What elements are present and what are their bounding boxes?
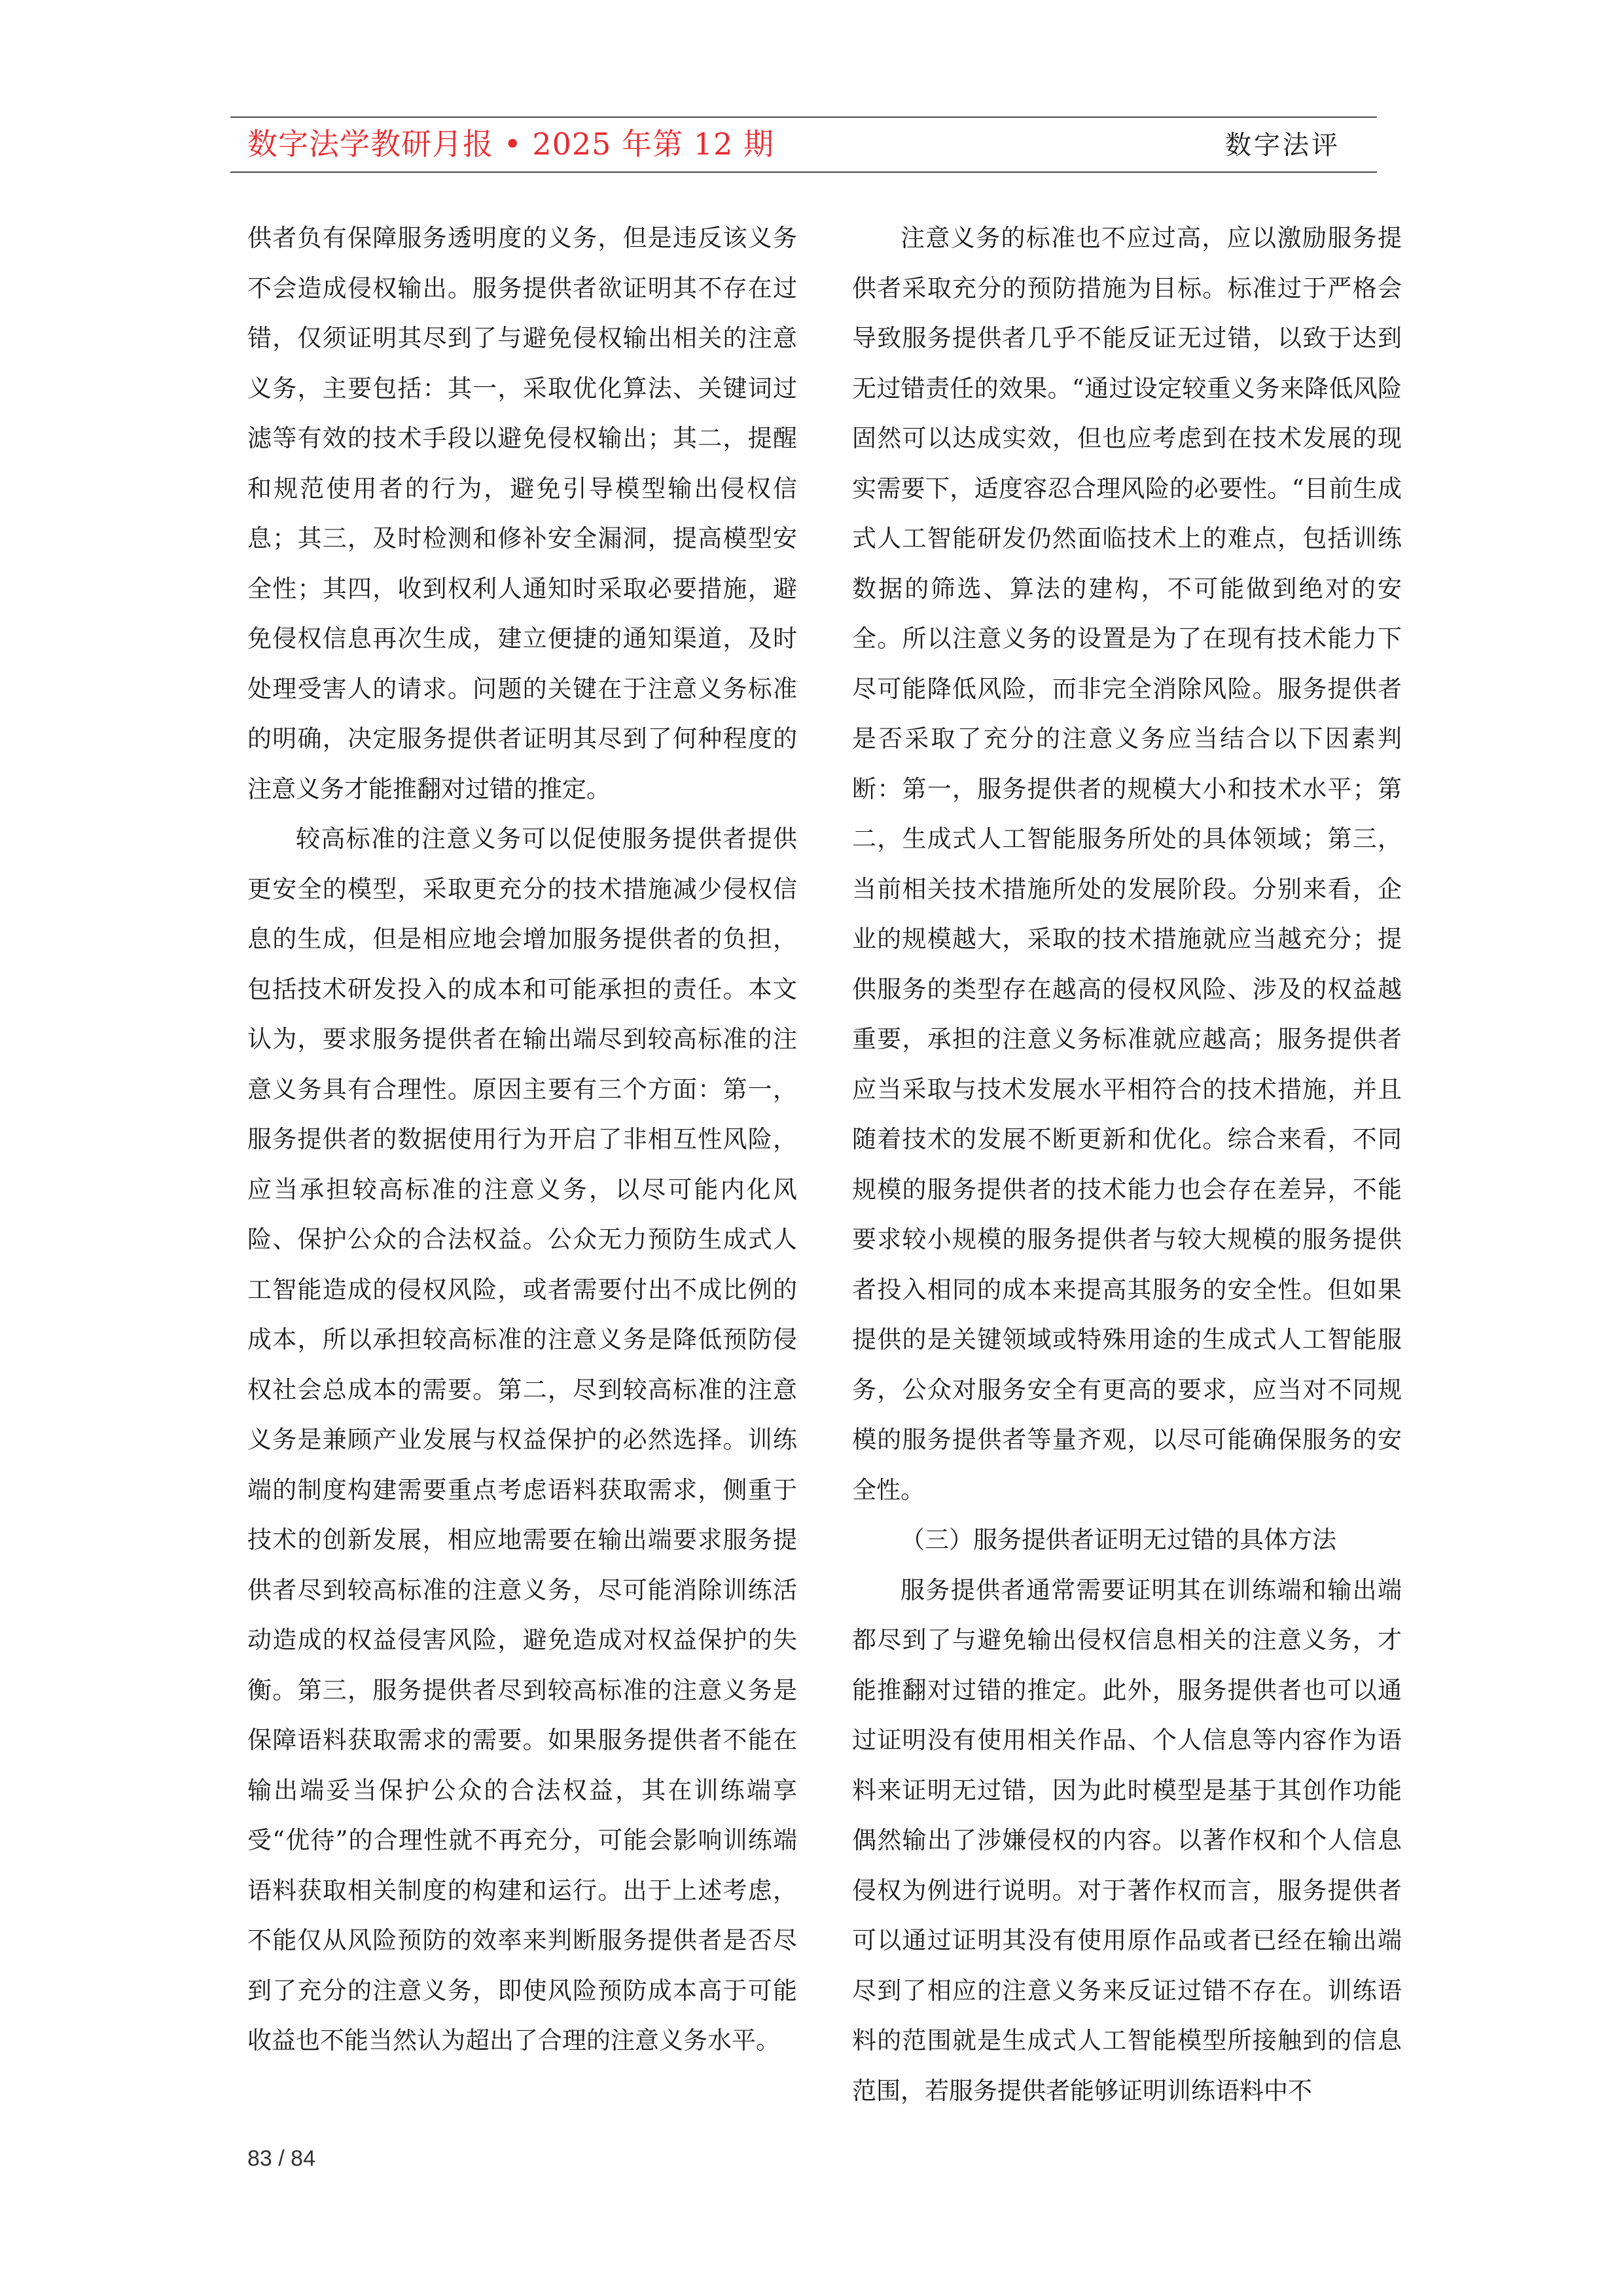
paragraph: 服务提供者通常需要证明其在训练端和输出端都尽到了与避免输出侵权信息相关的注意义务，才能推翻对过错的推定。此外，服务提供者也可以通过证明没有使用相关作品、个人信息等内容作为语料来证明无过错，因为此时模型是基于其创作功能偶然输出了涉嫌侵权的内容。以著作权和个人信息侵权为例进行说明。对于著作权而言，服务提供者可以通过证明其没有使用原作品或者已经在输出端尽到了相应的注意义务来反证过错不存在。训练语料的范围就是生成式人工智能模型所接触到的信息范围，若服务提供者能够证明训练语料中不 — [852, 1575, 1402, 2105]
paragraph: 注意义务的标准也不应过高，应以激励服务提供者采取充分的预防措施为目标。标准过于严格会导致服务提供者几乎不能反证无过错，以致于达到无过错责任的效果。“通过设定较重义务来降低风险固然可以达成实效，但也应考虑到在技术发展的现实需要下，适度容忍合理风险的必要性。“目前生成式人工智能研发仍然面临技术上的难点，包括训练数据的筛选、算法的建构，不可能做到绝对的安全。所以注意义务的设置是为了在现有技术能力下尽可能降低风险，而非完全消除风险。服务提供者是否采取了充分的注意义务应当结合以下因素判断：第一，服务提供者的规模大小和技术水平；第二，生成式人工智能服务所处的具体领域；第三，当前相关技术措施所处的发展阶段。分别来看，企业的规模越大，采取的技术措施就应当越充分；提供服务的类型存在越高的侵权风险、涉及的权益越重要，承担的注意义务标准就应越高；服务提供者应当采取与技术发展水平相符合的技术措施，并且随着技术的发展不断更新和优化。综合来看，不同规模的服务提供者的技术能力也会存在差异，不能要求较小规模的服务提供者与较大规模的服务提供者投入相同的成本来提高其服务的安全性。但如果提供的是关键领域或特殊用途的生成式人工智能服务，公众对服务安全有更高的要求，应当对不同规模的服务提供者等量齐观，以尽可能确保服务的安全性。 — [852, 224, 1402, 1504]
header-top-rule — [230, 117, 1377, 118]
header-bottom-rule — [230, 171, 1377, 173]
section-label: 数字法评 — [1225, 130, 1340, 160]
paragraph: 较高标准的注意义务可以促使服务提供者提供更安全的模型，采取更充分的技术措施减少侵权信息的生成，但是相应地会增加服务提供者的负担，包括技术研发投入的成本和可能承担的责任。本文认为，要求服务提供者在输出端尽到较高标准的注意义务具有合理性。原因主要有三个方面：第一，服务提供者的数据使用行为开启了非相互性风险，应当承担较高标准的注意义务，以尽可能内化风险、保护公众的合法权益。公众无力预防生成式人工智能造成的侵权风险，或者需要付出不成比例的成本，所以承担较高标准的注意义务是降低预防侵权社会总成本的需要。第二，尽到较高标准的注意义务是兼顾产业发展与权益保护的必然选择。训练端的制度构建需要重点考虑语料获取需求，侧重于技术的创新发展，相应地需要在输出端要求服务提供者尽到较高标准的注意义务，尽可能消除训练活动造成的权益侵害风险，避免造成对权益保护的失衡。第三，服务提供者尽到较高标准的注意义务是保障语料获取需求的需要。如果服务提供者不能在输出端妥当保护公众的合法权益，其在训练端享受“优待”的合理性就不再充分，可能会影响训练端语料获取相关制度的构建和运行。出于上述考虑，不能仅从风险预防的效率来判断服务提供者是否尽到了充分的注意义务，即使风险预防成本高于可能收益也不能当然认为超出了合理的注意义务水平。 — [247, 825, 797, 2054]
right-column — [852, 213, 1402, 2116]
journal-title: 数字法学教研月报 • 2025 年第 12 期 — [247, 126, 774, 162]
paragraph: 供者负有保障服务透明度的义务，但是违反该义务不会造成侵权输出。服务提供者欲证明其不存在过错，仅须证明其尽到了与避免侵权输出相关的注意义务，主要包括：其一，采取优化算法、关键词过滤等有效的技术手段以避免侵权输出；其二，提醒和规范使用者的行为，避免引导模型输出侵权信息；其三，及时检测和修补安全漏洞，提高模型安全性；其四，收到权利人通知时采取必要措施，避免侵权信息再次生成，建立便捷的通知渠道，及时处理受害人的请求。问题的关键在于注意义务标准的明确，决定服务提供者证明其尽到了何种程度的注意义务才能推翻对过错的推定。 — [247, 224, 797, 803]
left-column — [247, 213, 797, 2066]
section-subheading: （三）服务提供者证明无过错的具体方法 — [901, 1526, 1336, 1554]
page-number: 83 / 84 — [247, 2146, 315, 2171]
